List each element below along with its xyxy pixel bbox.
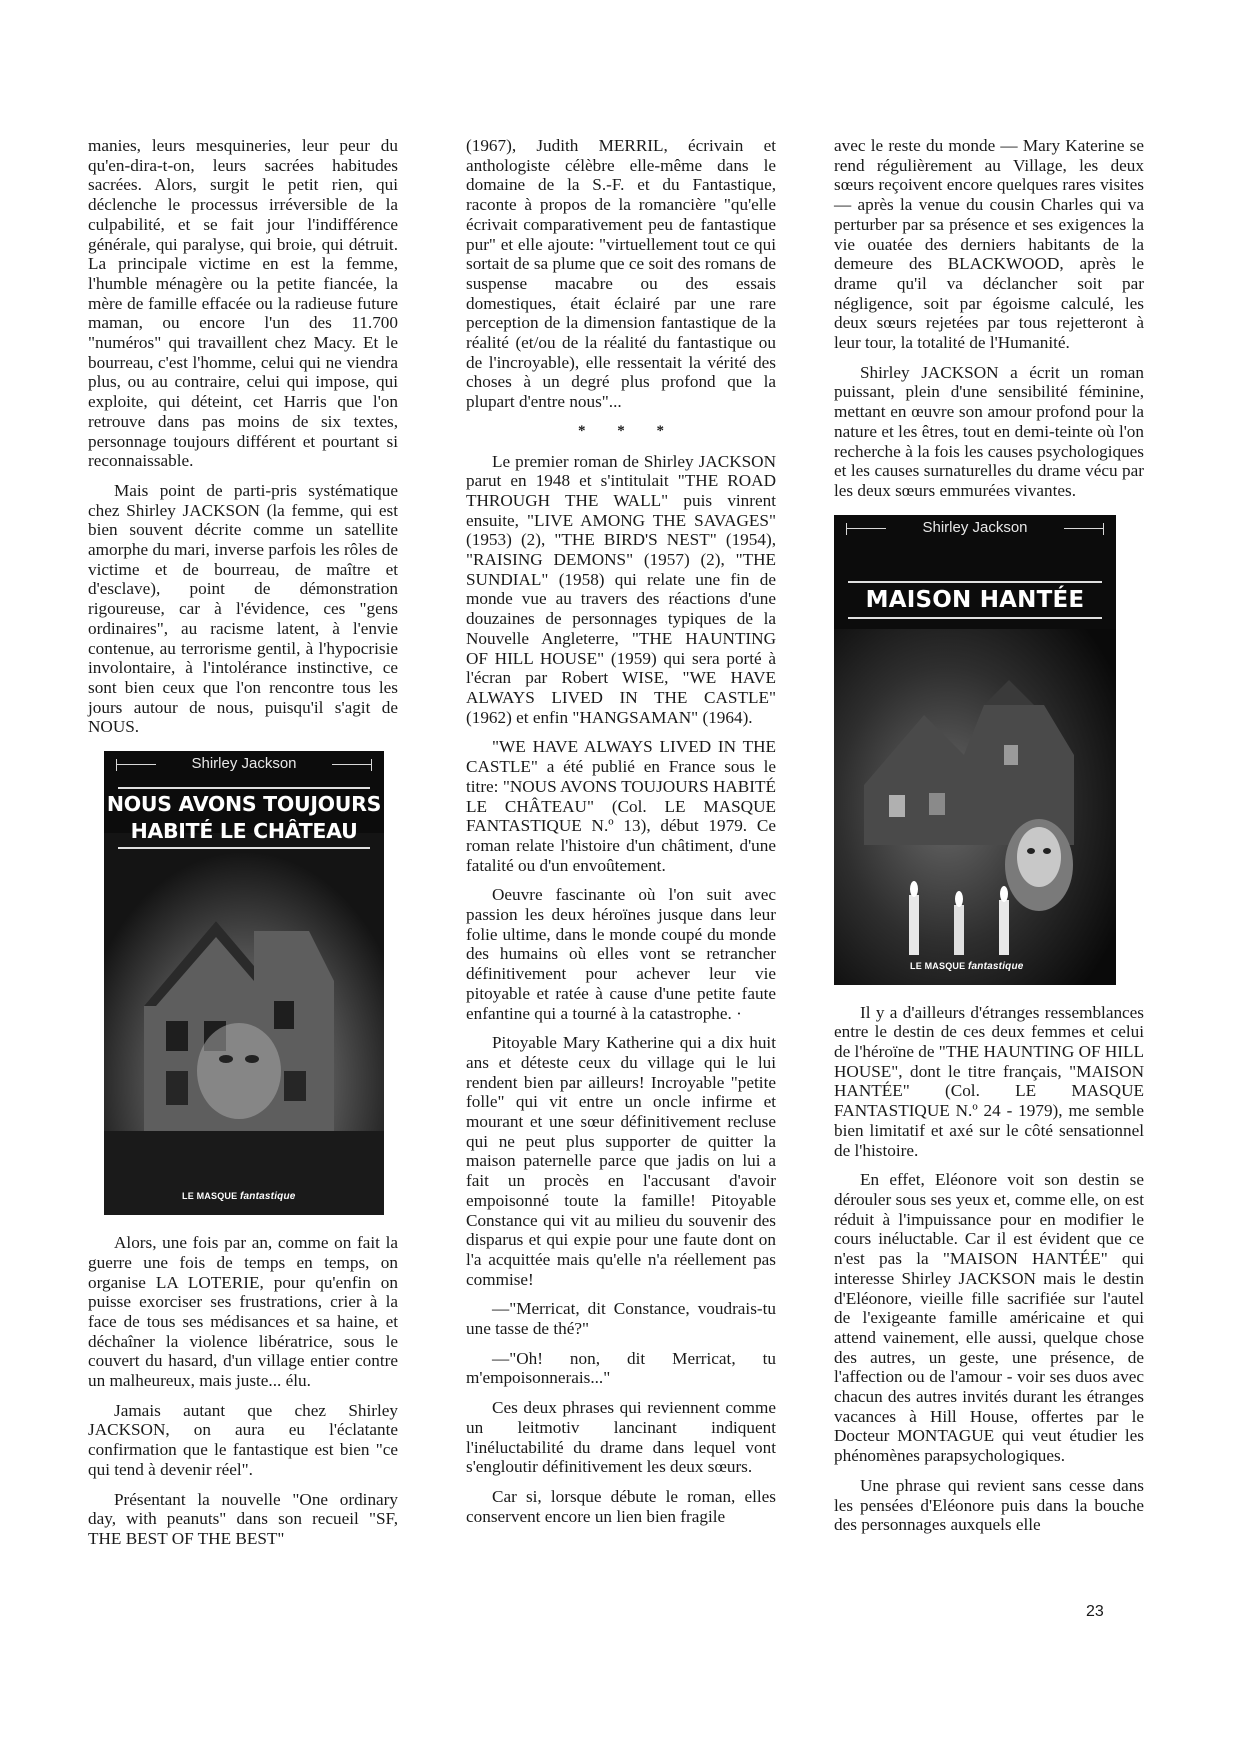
- paragraph: manies, leurs mesquineries, leur peur du qu'en-dira-t-on, leurs sacrées habitudes sacrées. Alors, surgit le petit rien, qui déclenche le processus irréversible de la culpabilité, et se fait jour l'indifférence générale, qui paralyse, qui broie, qui détruit. La principale victime en est la femme, l'humble ménagère ou la petite fiancée, la mère de famille effacée ou la radieuse future maman, ou encore l'un des 11.700 "numéros" qui travaillent chez Macy. Et le bourreau, c'est l'homme, celui qui ne viendra plus, ou au contraire, celui qui impose, qui exploite, qui déteint, cet Harris que l'on retrouve dans pas moins de six textes, personnage toujours différent et pourtant si reconnaissable.: [88, 136, 398, 471]
- cover-author-band: [104, 751, 384, 779]
- cover-title-line-1: NOUS AVONS TOUJOURS: [106, 792, 382, 817]
- imprint-publisher: LE MASQUE: [910, 960, 966, 971]
- paragraph: Jamais autant que chez Shirley JACKSON, on aura eu l'éclatante confirmation que le fantastique est bien "ce qui tend à devenir réel".: [88, 1400, 398, 1479]
- paragraph: Présentant la nouvelle "One ordinary day, with peanuts" dans son recueil "SF, THE BEST OF THE BEST": [88, 1489, 398, 1548]
- paragraph: Il y a d'ailleurs d'étranges ressemblances entre le destin de ces deux femmes et celui de l'héroïne de "THE HAUNTING OF HILL HOUSE", dont le titre français, "MAISON HANTÉE" (Col. LE MASQUE FANTASTIQUE N.º 24 - 1979), me semble bien limitatif et axé sur le côté sensationnel de l'histoire.: [834, 1002, 1144, 1160]
- paragraph: En effet, Eléonore voit son destin se dérouler sous ses yeux et, comme elle, on est réduit à l'impuissance pour en modifier le cours inéluctable. Car il est évident que ce n'est pas la "MAISON HANTÉE" qui interesse Shirley JACKSON mais le destin d'Eléonore, vieille fille sacrifiée sur l'autel de l'exigeante famille américaine et qui attend vainement, elle aussi, quelque chose des autres, un geste, une présence, de l'affection ou de l'amour - voir ses duos avec chacun des autres invités durant les étranges vacances à Hill House, offertes par le Docteur MONTAGUE qui veut étudier les phénomènes parapsychologiques.: [834, 1170, 1144, 1466]
- cover-author: Shirley Jackson: [922, 518, 1028, 536]
- decorative-rule: [1064, 528, 1104, 529]
- paragraph: Mais point de parti-pris systématique chez Shirley JACKSON (la femme, qui est bien souvent décrite comme un satellite amorphe du mari, inverse parfois les rôles de victime et de bourreau, de maître et d'esclave), point de démonstration rigoureuse, car à l'évidence, ces "gens ordinaires", au racisme latent, à l'envie contenue, au terrorisme gentil, à l'hypocrisie involontaire, à l'intolérance instinctive, ce sont bien ceux que l'on rencontre tous les jours autour de nous, puisqu'il s'agit de NOUS.: [88, 480, 398, 737]
- paragraph: Le premier roman de Shirley JACKSON parut en 1948 et s'intitulait "THE ROAD THROUGH THE WALL" puis vinrent ensuite, "LIVE AMONG THE SAVAGES" (1953) (2), "THE BIRD'S NEST" (1954), "RAISING DEMONS" (1957) (2), "THE SUNDIAL" (1958) qui relate une fin de monde vue au travers des réactions d'une douzaines de personnages typiques de la Nouvelle Angleterre, "THE HAUNTING OF HILL HOUSE" (1959) qui sera porté à l'écran par Robert WISE, "WE HAVE ALWAYS LIVED IN THE CASTLE" (1962) et enfin "HANGSAMAN" (1964).: [466, 451, 776, 727]
- page-number: 23: [1086, 1603, 1104, 1620]
- paragraph: "WE HAVE ALWAYS LIVED IN THE CASTLE" a été publié en France sous le titre: "NOUS AVONS TOUJOURS HABITÉ LE CHÂTEAU" (Col. LE MASQUE FANTASTIQUE N.º 13), début 1979. Ce roman relate l'histoire d'un châtiment, d'une fatalité ou d'un envoûtement.: [466, 737, 776, 875]
- paragraph: Car si, lorsque débute le roman, elles conservent encore un lien bien fragile: [466, 1487, 776, 1526]
- column-2: [466, 136, 776, 1536]
- decorative-rule: [116, 764, 156, 765]
- decorative-tick: [846, 523, 847, 535]
- paragraph: Une phrase qui revient sans cesse dans les pensées d'Eléonore puis dans la bouche des personnages auxquels elle: [834, 1475, 1144, 1535]
- paragraph: Alors, une fois par an, comme on fait la guerre une fois de temps en temps, on organise LA LOTERIE, pour qu'enfin on puisse exorciser ses frustrations, crier à la face de tous ses médisances et sa haine, et déchaîner la violence libératrice, sous le couvert du hasard, d'un village entier contre un malheureux, mais juste... élu.: [88, 1233, 398, 1391]
- paragraph: Pitoyable Mary Katherine qui a dix huit ans et déteste ceux du village qui le lui rendent bien par ailleurs! Incroyable "petite folle" qui vit entre un oncle infirme et mourant et une sœur définitivement recluse qui ne peut plus supporter de quitter la maison paternelle parce que jadis on lui a fait un procès en l'accusant d'avoir empoisonné toute la famille! Pitoyable Constance qui vit au milieu du souvenir des disparus et qui expie pour une faute dont on l'a acquittée mais qu'elle n'a réellement pas commise!: [466, 1033, 776, 1289]
- column-1: [88, 136, 398, 1559]
- paragraph: (1967), Judith MERRIL, écrivain et anthologiste célèbre elle-même dans le domaine de la S.-F. et du Fantastique, raconte à propos de la romancière "qu'elle écrivait comparativement peu de fantastique pur" et elle ajoute: "virtuellement tout ce qui sortait de sa plume que ce soit des romans de suspense macabre ou des essais domestiques, était éclairé par une rare perception de la dimension fantastique de la réalité (et/ou de la réalité du fantastique ou de l'incroyable), elle ressentait la vérité des choses à un degré plus profond que la plupart d'entre nous"...: [466, 136, 776, 412]
- decorative-tick: [1103, 523, 1104, 535]
- paragraph: Oeuvre fascinante où l'on suit avec passion les deux héroïnes jusque dans leur folie ultime, dans le monde coupé du monde des humains où elles vont se retrancher définitivement pour achever leur vie pitoyable et ratée à cause d'une petite faute enfantine qui a tourné à la catastrophe. ·: [466, 885, 776, 1023]
- book-cover-nous-avons-toujours: [104, 751, 384, 1215]
- cover-imprint: [182, 1187, 296, 1207]
- dialogue-line: —"Oh! non, dit Merricat, tu m'empoisonnerais...": [466, 1348, 776, 1388]
- dialogue-line: —"Merricat, dit Constance, voudrais-tu une tasse de thé?": [466, 1299, 776, 1339]
- cover-imprint: [910, 957, 1024, 977]
- book-cover-maison-hantee: [834, 515, 1116, 985]
- paragraph: avec le reste du monde — Mary Katerine se rend régulièrement au Village, les deux sœurs reçoivent encore quelques rares visites — après la venue du cousin Charles qui va perturber par sa présence et ses exigences la vie ouatée des derniers habitants de la demeure des BLACKWOOD, après le drame qu'il va déclancher soit par négligence, soit par égoisme calculé, les deux sœurs rejetées par tous rejetteront à leur tour, la totalité de l'Humanité.: [834, 136, 1144, 353]
- column-3: [834, 136, 1144, 1545]
- imprint-publisher: LE MASQUE: [182, 1191, 238, 1202]
- imprint-collection: fantastique: [968, 960, 1024, 972]
- cover-title-line-2: HABITÉ LE CHÂTEAU: [130, 819, 358, 844]
- decorative-tick: [116, 759, 117, 771]
- decorative-rule: [332, 764, 372, 765]
- cover-title: [104, 785, 384, 851]
- title-rule: [848, 581, 1102, 583]
- section-separator: * * *: [578, 422, 678, 439]
- imprint-collection: fantastique: [240, 1191, 296, 1203]
- cover-title-text: MAISON HANTÉE: [865, 586, 1085, 613]
- paragraph: Shirley JACKSON a écrit un roman puissant, plein d'une sensibilité féminine, mettant en œuvre son amour profond pour la nature et les êtres, tout en demi-teinte où l'on recherche à la fois les causes psychologiques et les causes surnaturelles du drame vécu par les deux sœurs emmurées vivantes.: [834, 362, 1144, 500]
- decorative-tick: [371, 759, 372, 771]
- title-rule: [118, 787, 370, 789]
- decorative-rule: [846, 528, 886, 529]
- cover-title: [834, 571, 1116, 629]
- paragraph: Ces deux phrases qui reviennent comme un leitmotiv lancinant indiquent l'inéluctabilité du drame dans lequel vont s'engloutir définitivement les deux sœurs.: [466, 1398, 776, 1477]
- title-rule: [848, 617, 1102, 619]
- title-rule: [118, 847, 370, 849]
- cover-author-band: [834, 515, 1116, 543]
- cover-author: Shirley Jackson: [191, 755, 297, 773]
